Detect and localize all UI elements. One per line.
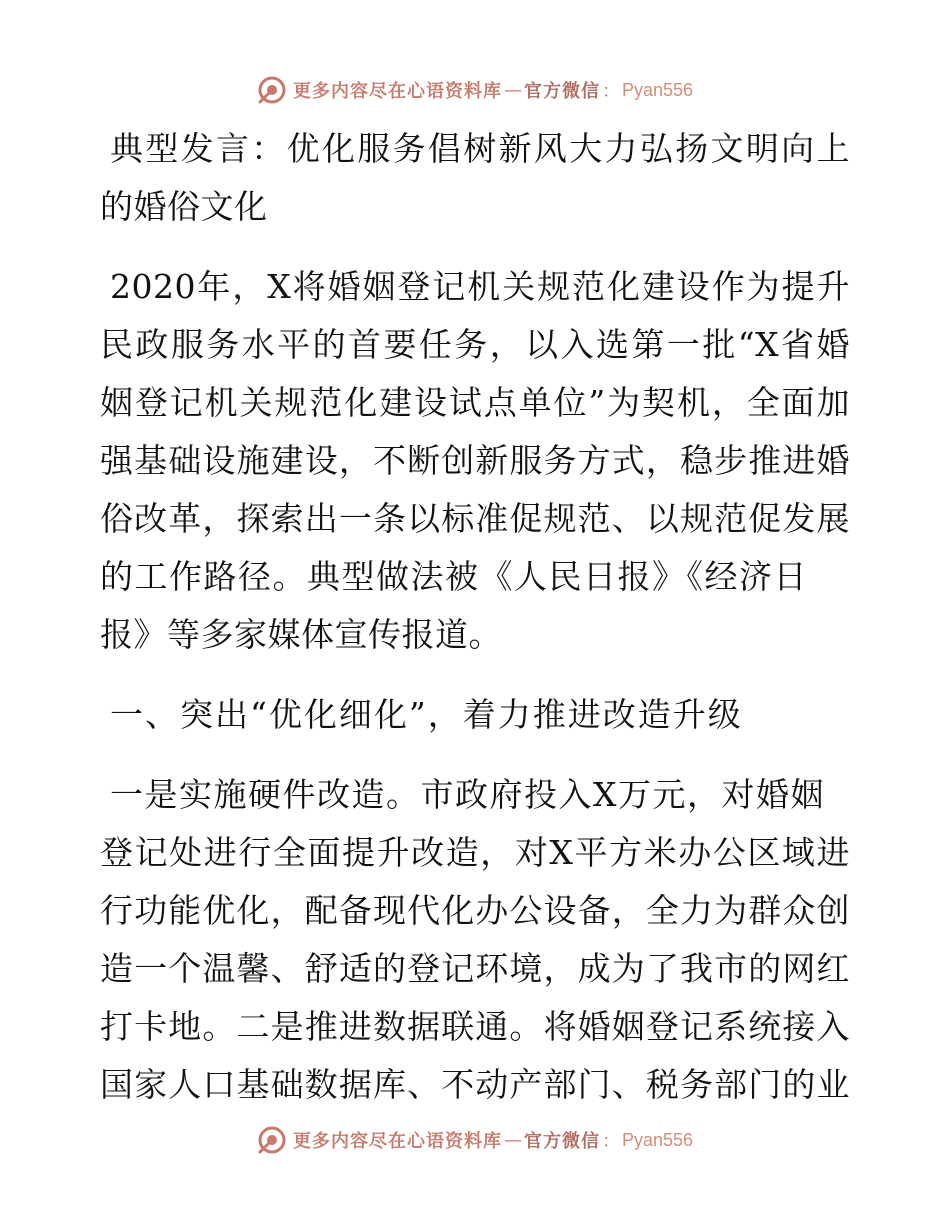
banner-colon: ： <box>601 1131 620 1152</box>
banner-wechat-id: Pyan556 <box>621 1129 694 1150</box>
pen-circle-logo-icon <box>257 1125 287 1155</box>
header-banner <box>0 70 950 110</box>
pen-circle-logo-icon <box>257 75 287 105</box>
section-line-1: 一是实施硬件改造。市政府投入X万元，对婚姻 <box>110 775 825 814</box>
banner-wechat-id: Pyan556 <box>621 79 694 100</box>
banner-separator: — <box>503 1129 522 1151</box>
intro-line-5: 俗改革，探索出一条以标准促规范、以规范促发展 <box>100 499 850 538</box>
intro-line-1: 2020年，X将婚姻登记机关规范化建设作为提升 <box>110 267 850 306</box>
banner-text: 更多内容尽在心语资料库 <box>292 81 502 102</box>
intro-line-4: 强基础设施建设，不断创新服务方式，稳步推进婚 <box>100 441 850 480</box>
banner-label: 官方微信 <box>523 81 600 102</box>
intro-line-6: 的工作路径。典型做法被《人民日报》《经济日 <box>100 557 808 596</box>
page-title-line-2: 的婚俗文化 <box>100 187 268 226</box>
section-line-2: 登记处进行全面提升改造，对X平方米办公区域进 <box>100 833 850 872</box>
intro-line-2: 民政服务水平的首要任务，以入选第一批“X省婚 <box>100 325 850 364</box>
banner-label: 官方微信 <box>523 1131 600 1152</box>
footer-banner <box>0 1120 950 1160</box>
section-line-3: 行功能优化，配备现代化办公设备，全力为群众创 <box>100 891 850 930</box>
intro-line-7: 报》等多家媒体宣传报道。 <box>100 615 502 654</box>
intro-line-3: 姻登记机关规范化建设试点单位”为契机，全面加 <box>100 383 850 422</box>
page-title-line-1: 典型发言：优化服务倡树新风大力弘扬文明向上 <box>110 129 850 168</box>
banner-text: 更多内容尽在心语资料库 <box>292 1131 502 1152</box>
document-body <box>100 120 850 1114</box>
banner-colon: ： <box>601 81 620 102</box>
section-heading: 一、突出“优化细化”，着力推进改造升级 <box>110 695 743 734</box>
section-line-6: 国家人口基础数据库、不动产部门、税务部门的业 <box>100 1065 850 1104</box>
section-line-4: 造一个温馨、舒适的登记环境，成为了我市的网红 <box>100 949 850 988</box>
section-line-5: 打卡地。二是推进数据联通。将婚姻登记系统接入 <box>100 1007 850 1046</box>
banner-separator: — <box>503 79 522 101</box>
